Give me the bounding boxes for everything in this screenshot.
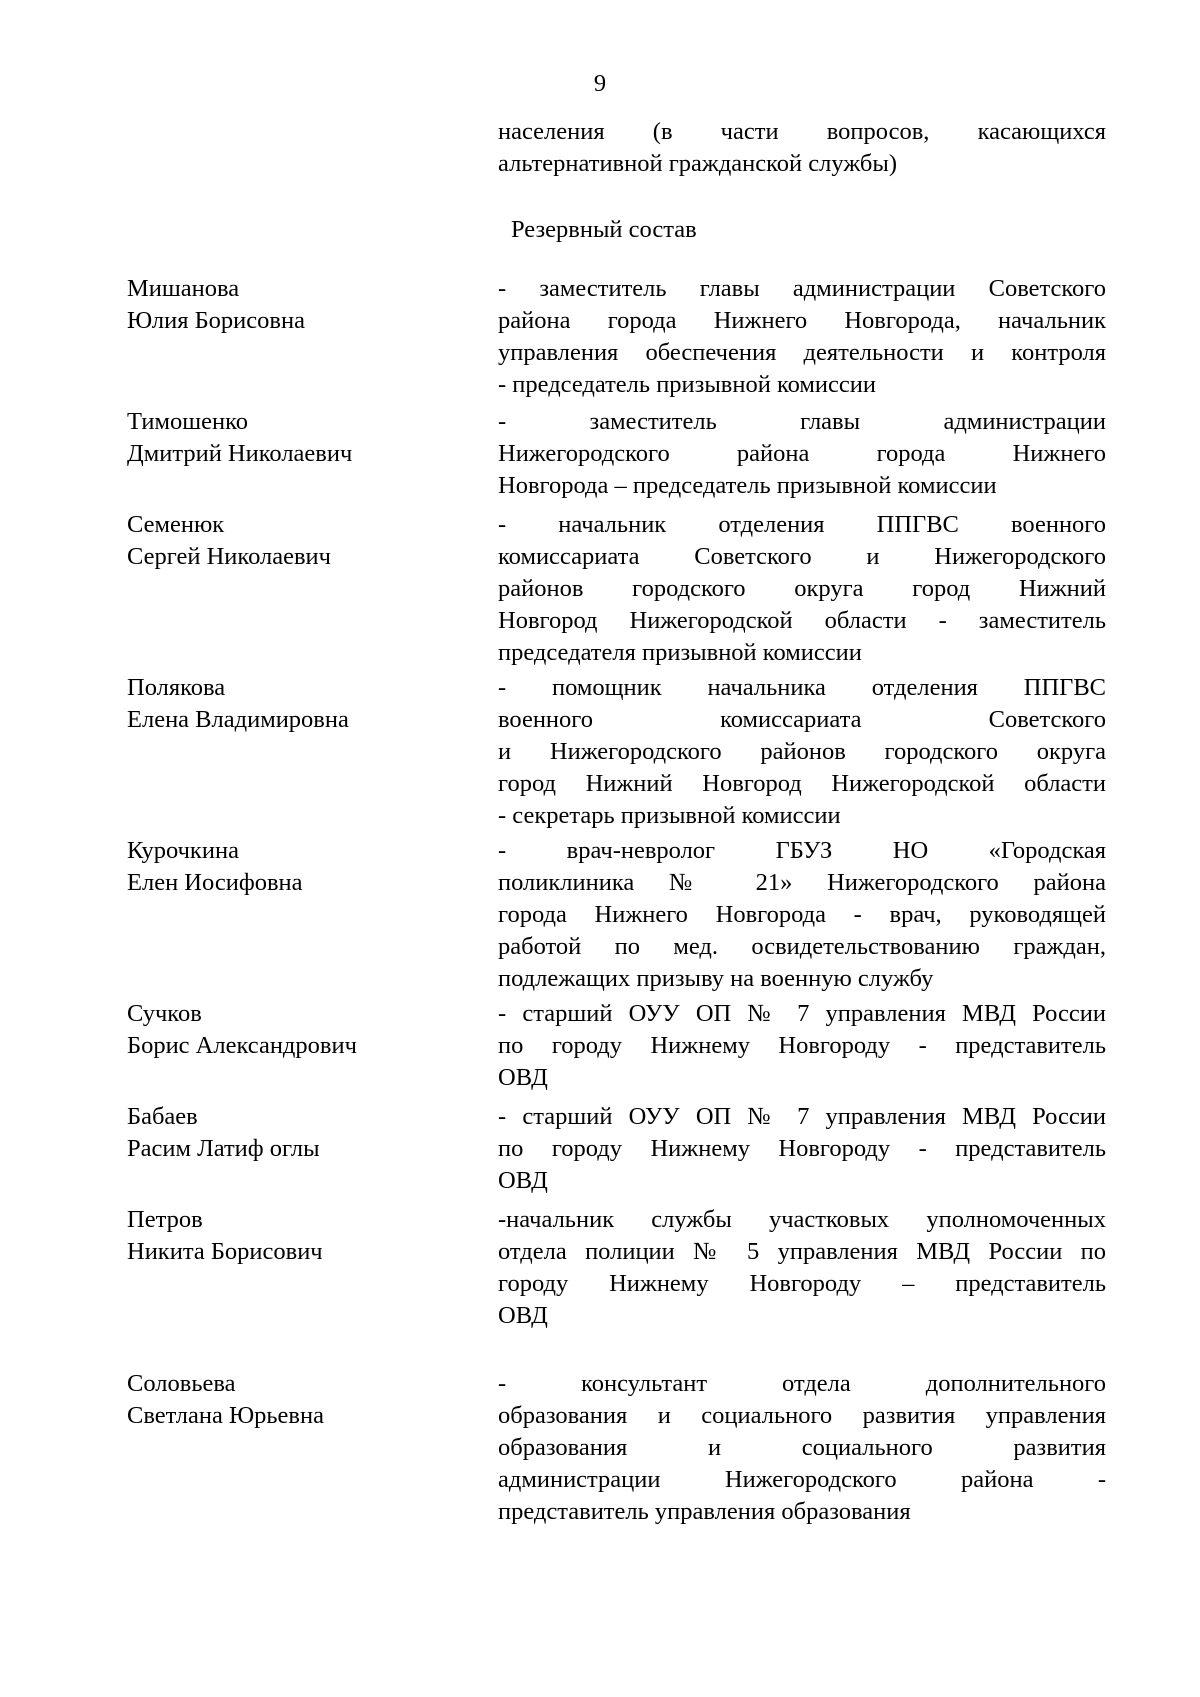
member-surname: Семенюк — [127, 511, 225, 538]
member-position — [498, 998, 1106, 1094]
position-line: военного комиссариата Советского — [498, 706, 1106, 733]
page-number: 9 — [593, 70, 607, 97]
member-surname: Тимошенко — [127, 408, 248, 435]
member-position — [498, 672, 1106, 832]
position-line: - консультант отдела дополнительного — [498, 1370, 1106, 1397]
intro-paragraph — [498, 116, 1106, 180]
position-line: поликлиника № 21» Нижегородского района — [498, 869, 1106, 896]
position-line: - врач-невролог ГБУЗ НО «Городская — [498, 837, 1106, 864]
position-line: администрации Нижегородского района - — [498, 1466, 1106, 1493]
member-name — [127, 835, 457, 899]
position-line: образования и социального развития — [498, 1434, 1106, 1461]
member-name — [127, 1368, 457, 1432]
position-line: комиссариата Советского и Нижегородского — [498, 543, 1106, 570]
member-surname: Петров — [127, 1206, 203, 1233]
position-line: город Нижний Новгород Нижегородской области — [498, 770, 1106, 797]
member-name — [127, 509, 457, 573]
position-line: по городу Нижнему Новгороду - представитель — [498, 1135, 1106, 1162]
member-name — [127, 273, 457, 337]
member-surname: Сучков — [127, 1000, 202, 1027]
intro-line: альтернативной гражданской службы) — [498, 150, 898, 177]
position-line: - секретарь призывной комиссии — [498, 802, 841, 829]
position-line: города Нижнего Новгорода - врач, руководящей — [498, 901, 1106, 928]
position-line: - помощник начальника отделения ППГВС — [498, 674, 1106, 701]
position-line: работой по мед. освидетельствованию граждан, — [498, 933, 1106, 960]
position-line: ОВД — [498, 1064, 548, 1091]
position-line: управления обеспечения деятельности и контроля — [498, 339, 1106, 366]
position-line: районов городского округа город Нижний — [498, 575, 1106, 602]
position-line: председателя призывной комиссии — [498, 639, 862, 666]
position-line: и Нижегородского районов городского округа — [498, 738, 1106, 765]
position-line: представитель управления образования — [498, 1498, 911, 1525]
member-name — [127, 1204, 457, 1268]
position-line: - председатель призывной комиссии — [498, 371, 877, 398]
member-given-names: Елен Иосифовна — [127, 869, 303, 896]
member-given-names: Никита Борисович — [127, 1238, 323, 1265]
member-name — [127, 672, 457, 736]
position-line: образования и социального развития управления — [498, 1402, 1106, 1429]
member-position — [498, 1368, 1106, 1528]
position-line: - начальник отделения ППГВС военного — [498, 511, 1106, 538]
position-line: - заместитель главы администрации Советского — [498, 275, 1106, 302]
member-surname: Курочкина — [127, 837, 239, 864]
member-position — [498, 273, 1106, 401]
position-line: отдела полиции № 5 управления МВД России по — [498, 1238, 1106, 1265]
section-title: Резервный состав — [511, 216, 697, 243]
member-given-names: Дмитрий Николаевич — [127, 440, 353, 467]
position-line: Новгорода – председатель призывной комиссии — [498, 472, 997, 499]
member-given-names: Елена Владимировна — [127, 706, 349, 733]
member-given-names: Юлия Борисовна — [127, 307, 305, 334]
member-given-names: Светлана Юрьевна — [127, 1402, 324, 1429]
member-position — [498, 1204, 1106, 1332]
member-given-names: Расим Латиф оглы — [127, 1135, 320, 1162]
position-line: - заместитель главы администрации — [498, 408, 1106, 435]
position-line: Новгород Нижегородской области - заместитель — [498, 607, 1106, 634]
member-position — [498, 406, 1106, 502]
position-line: ОВД — [498, 1302, 548, 1329]
position-line: - старший ОУУ ОП № 7 управления МВД России — [498, 1000, 1106, 1027]
member-name — [127, 406, 457, 470]
position-line: -начальник службы участковых уполномоченных — [498, 1206, 1106, 1233]
position-line: района города Нижнего Новгорода, начальник — [498, 307, 1106, 334]
position-line: по городу Нижнему Новгороду - представитель — [498, 1032, 1106, 1059]
member-position — [498, 1101, 1106, 1197]
member-position — [498, 835, 1106, 995]
member-given-names: Борис Александрович — [127, 1032, 357, 1059]
position-line: - старший ОУУ ОП № 7 управления МВД России — [498, 1103, 1106, 1130]
position-line: ОВД — [498, 1167, 548, 1194]
member-name — [127, 1101, 457, 1165]
member-surname: Полякова — [127, 674, 226, 701]
member-surname: Бабаев — [127, 1103, 198, 1130]
position-line: городу Нижнему Новгороду – представитель — [498, 1270, 1106, 1297]
position-line: подлежащих призыву на военную службу — [498, 965, 934, 992]
member-surname: Соловьева — [127, 1370, 236, 1397]
member-surname: Мишанова — [127, 275, 240, 302]
member-position — [498, 509, 1106, 669]
member-name — [127, 998, 457, 1062]
member-given-names: Сергей Николаевич — [127, 543, 331, 570]
intro-line: населения (в части вопросов, касающихся — [498, 118, 1106, 145]
position-line: Нижегородского района города Нижнего — [498, 440, 1106, 467]
